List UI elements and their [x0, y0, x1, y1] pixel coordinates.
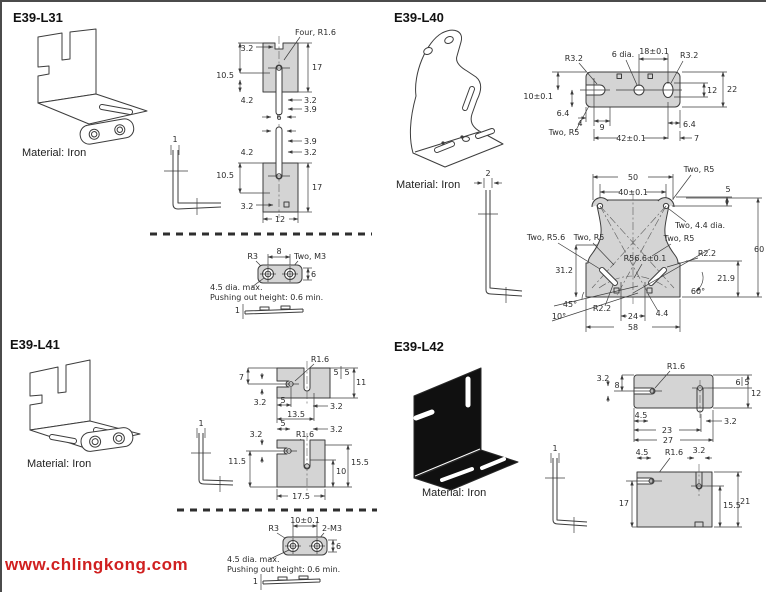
- dim-label: 10±0.1: [290, 516, 320, 525]
- note-label: 4.5 dia. max.: [210, 283, 263, 292]
- l41-panel: [0, 333, 386, 594]
- dim-label: R3: [247, 252, 258, 261]
- dim-label: 5: [333, 368, 339, 377]
- note-label: Pushing out height: 0.6 min.: [210, 293, 324, 302]
- l40-side-view: [474, 169, 522, 303]
- dim-label: 60°: [690, 287, 706, 296]
- model-title-l41: E39-L41: [10, 337, 60, 352]
- l42-front-view-lower: [619, 446, 750, 527]
- dim-label: 10.5: [216, 171, 234, 180]
- dim-label: 3.9: [304, 137, 317, 146]
- dim-label: R3: [268, 524, 279, 533]
- watermark: www.chlingkong.com: [5, 555, 189, 574]
- material-label: Material: Iron: [396, 179, 461, 191]
- dim-label: 1: [552, 444, 558, 453]
- l41-isometric-view: [30, 360, 140, 453]
- dim-label: 17.5: [292, 492, 310, 501]
- dim-label: 10: [336, 467, 347, 476]
- l41-front-view-upper: [239, 355, 366, 423]
- dim-label: 31.2: [555, 266, 573, 275]
- dim-label: 3.2: [596, 374, 610, 383]
- dim-label: 3.9: [304, 105, 317, 114]
- note-label: Pushing out height: 0.6 min.: [227, 565, 341, 574]
- l41-plate-detail-view: [227, 516, 342, 590]
- dim-label: 11.5: [228, 457, 246, 466]
- dim-label: 10±0.1: [523, 92, 553, 101]
- dim-label: 27: [662, 436, 674, 445]
- dim-label: Two, R5.6: [526, 233, 566, 242]
- dim-label: 4.4: [655, 309, 669, 318]
- dim-label: 8: [276, 247, 282, 256]
- dim-label: 10.5: [216, 71, 234, 80]
- dim-label: 4.2: [240, 148, 254, 157]
- dim-label: 5: [280, 419, 286, 428]
- dim-label: 3.2: [724, 417, 737, 426]
- dim-label: R3.2: [680, 51, 699, 60]
- dim-label: 10°: [551, 312, 567, 321]
- dim-label: 60: [754, 245, 765, 254]
- dim-label: 12: [707, 86, 718, 95]
- l31-isometric-view: [38, 29, 147, 146]
- dim-label: 3.2: [240, 44, 254, 53]
- dim-label: 17: [312, 183, 323, 192]
- l31-plate-detail-view: [210, 247, 326, 319]
- dim-label: 15.5: [351, 458, 369, 467]
- dim-label: 12: [751, 389, 762, 398]
- material-label: Material: Iron: [22, 147, 87, 159]
- dim-label: 58: [627, 323, 639, 332]
- material-label: Material: Iron: [422, 487, 487, 499]
- dim-label: Two, R5: [548, 128, 580, 137]
- dim-label: 21: [740, 497, 751, 506]
- dim-label: 22: [727, 85, 738, 94]
- dim-label: 1: [234, 306, 240, 315]
- dim-label: 3.2: [304, 148, 317, 157]
- dim-label: 6: [735, 378, 741, 387]
- dim-label: R56.6±0.1: [623, 254, 667, 263]
- dim-label: 5: [344, 368, 350, 377]
- dim-label: Four, R1.6: [295, 28, 336, 37]
- dim-label: 1: [252, 577, 258, 586]
- dim-label: R1.6: [310, 355, 330, 364]
- dim-label: 12: [274, 215, 286, 224]
- dim-label: 3.2: [240, 202, 254, 211]
- dim-label: 13.5: [287, 410, 305, 419]
- dim-label: 5: [725, 185, 731, 194]
- dim-label: 4.2: [240, 96, 254, 105]
- dim-label: 3.2: [304, 96, 317, 105]
- material-label: Material: Iron: [27, 458, 92, 470]
- dim-label: Two, R5: [663, 234, 695, 243]
- l31-front-view-lower: [216, 124, 322, 224]
- dim-label: 9: [599, 123, 605, 132]
- dim-label: 6: [311, 270, 317, 279]
- l40-top-view: [523, 47, 737, 143]
- dim-label: Two, R5: [683, 165, 715, 174]
- dim-label: R1.6: [295, 430, 315, 439]
- border-mid-right: [0, 0, 380, 2]
- l42-front-view-upper: [597, 362, 762, 445]
- dim-label: 3.2: [253, 398, 267, 407]
- dim-label: 3.2: [330, 425, 343, 434]
- dim-label: 11: [356, 378, 367, 387]
- dim-label: R1.6: [666, 362, 686, 371]
- dim-label: 7: [694, 134, 700, 143]
- dim-label: 6 dia.: [611, 50, 635, 59]
- dim-label: 5: [280, 396, 286, 405]
- dim-label: 3.2: [249, 430, 263, 439]
- dim-label: 50: [627, 173, 639, 182]
- dim-label: 6.4: [683, 120, 696, 129]
- dim-label: R1.6: [664, 448, 684, 457]
- dim-label: 5: [744, 378, 750, 387]
- l31-front-view-upper: [216, 28, 336, 122]
- dim-label: 2: [485, 169, 491, 178]
- dim-label: 1: [172, 135, 178, 144]
- dim-label: 17: [312, 63, 323, 72]
- l40-panel: [386, 4, 766, 338]
- dim-label: Two, M3: [294, 252, 327, 261]
- dim-label: 45°: [562, 300, 578, 309]
- dim-label: 15.5: [723, 501, 741, 510]
- dim-label: R3.2: [564, 54, 583, 63]
- dim-label: 40±0.1: [618, 188, 648, 197]
- dim-label: 18±0.1: [639, 47, 669, 56]
- l41-side-view: [191, 419, 233, 492]
- dim-label: 24: [627, 312, 639, 321]
- dim-label: Two, 4.4 dia.: [674, 221, 726, 230]
- dim-label: 42±0.1: [616, 134, 646, 143]
- dim-label: 1: [198, 419, 204, 428]
- model-title-l40: E39-L40: [394, 10, 444, 25]
- dim-label: R2.2: [592, 304, 612, 313]
- dim-label: 6.4: [556, 109, 570, 118]
- dim-label: 23: [661, 426, 673, 435]
- dim-label: R2.2: [697, 249, 717, 258]
- l42-side-view: [545, 444, 587, 533]
- dim-label: 2-M3: [322, 524, 342, 533]
- model-title-l31: E39-L31: [13, 10, 63, 25]
- note-label: 4.5 dia. max.: [227, 555, 280, 564]
- model-title-l42: E39-L42: [394, 339, 444, 354]
- dim-label: 3.2: [330, 402, 343, 411]
- dim-label: 4.5: [634, 411, 648, 420]
- dim-label: 7: [238, 373, 244, 382]
- l40-front-view: [526, 165, 764, 332]
- dim-label: 6: [336, 542, 342, 551]
- l40-isometric-view: [410, 30, 503, 167]
- dim-label: 4: [577, 119, 583, 128]
- dim-label: Two, R5: [573, 233, 605, 242]
- l42-isometric-view: [414, 368, 518, 490]
- dim-label: 3.2: [692, 446, 706, 455]
- l31-panel: [0, 4, 386, 333]
- dim-label: 4.5: [635, 448, 649, 457]
- dim-label: 21.9: [717, 274, 735, 283]
- dim-label: 8: [614, 381, 620, 390]
- l31-side-view: [164, 135, 221, 215]
- dim-label: 17: [618, 499, 629, 508]
- l41-front-view-lower: [228, 419, 369, 501]
- dim-label: 6: [276, 113, 282, 122]
- l42-panel: [386, 338, 766, 594]
